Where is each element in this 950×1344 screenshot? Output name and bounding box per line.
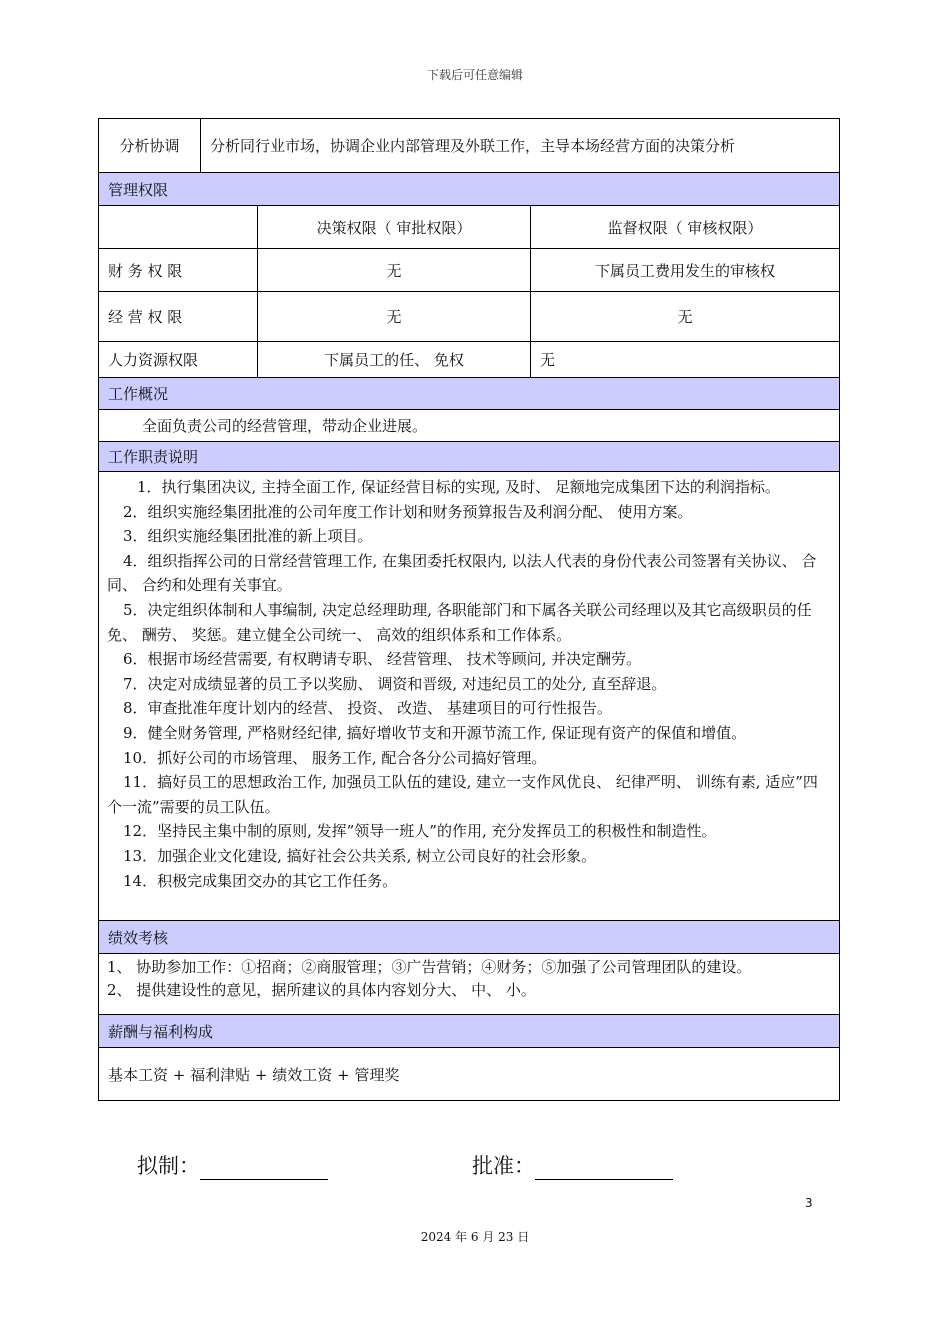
duties-list bbox=[107, 475, 832, 893]
hr-label: 人力资源权限 bbox=[108, 351, 199, 369]
overview-row bbox=[99, 410, 839, 442]
draft-signature bbox=[137, 1150, 328, 1180]
ops-label: 经 营 权 限 bbox=[108, 308, 183, 326]
page-number: 3 bbox=[805, 1196, 813, 1210]
duty-item: 10．抓好公司的市场管理、 服务工作, 配合各分公司搞好管理。 bbox=[123, 748, 547, 767]
job-description-table bbox=[98, 118, 840, 1101]
perf-title: 绩效考核 bbox=[108, 928, 169, 947]
duty-item: 1．执行集团决议, 主持全面工作, 保证经营目标的实现, 及时、 足额地完成集团下达的利润指标。 bbox=[137, 478, 780, 496]
ops-decision: 无 bbox=[257, 292, 530, 341]
duties-row bbox=[99, 472, 839, 921]
perf-item: 1、 协助参加工作：①招商；②商服管理；③广告营销；④财务；⑤加强了公司管理团队的建设。 bbox=[107, 958, 752, 976]
overview-section-header bbox=[99, 378, 839, 410]
duty-item: 13．加强企业文化建设, 搞好社会公共关系, 树立公司良好的社会形象。 bbox=[123, 846, 597, 865]
salary-row bbox=[99, 1048, 839, 1100]
salary-text: 基本工资 + 福利津贴 + 绩效工资 + 管理奖 bbox=[108, 1065, 400, 1084]
ops-row bbox=[99, 292, 839, 342]
approve-label: 批准： bbox=[472, 1154, 535, 1178]
overview-title: 工作概况 bbox=[108, 385, 169, 403]
duty-item: 14．积极完成集团交办的其它工作任务。 bbox=[123, 871, 398, 890]
duty-item: 12．坚持民主集中制的原则, 发挥”领导一班人”的作用, 充分发挥员工的积极性和制造性。 bbox=[123, 822, 717, 841]
duty-item: 4．组织指挥公司的日常经营管理工作, 在集团委托权限内, 以法人代表的身份代表公司签署有关协议、 合同、 合约和处理有关事宜。 bbox=[107, 551, 817, 595]
mgmt-section-header bbox=[99, 173, 839, 206]
empty-cell bbox=[99, 206, 257, 248]
finance-row bbox=[99, 249, 839, 292]
draft-signature-line[interactable] bbox=[200, 1155, 328, 1180]
perf-row bbox=[99, 954, 839, 1015]
hr-row bbox=[99, 342, 839, 378]
perf-item: 2、 提供建设性的意见，据所建议的具体内容划分大、 中、 小。 bbox=[107, 981, 536, 999]
approve-signature bbox=[472, 1150, 673, 1180]
approve-signature-line[interactable] bbox=[535, 1155, 673, 1180]
finance-decision: 无 bbox=[257, 249, 530, 291]
duty-item: 8．审查批准年度计划内的经营、 投资、 改造、 基建项目的可行性报告。 bbox=[123, 699, 612, 718]
duty-item: 11．搞好员工的思想政治工作, 加强员工队伍的建设, 建立一支作风优良、 纪律严明、 训练有素, 适应”四个一流”需要的员工队伍。 bbox=[107, 773, 818, 816]
duty-item: 6．根据市场经营需要, 有权聘请专职、 经营管理、 技术等顾问, 并决定酬劳。 bbox=[123, 650, 642, 669]
permission-header-row bbox=[99, 206, 839, 249]
overview-text: 全面负责公司的经营管理，带动企业进展。 bbox=[142, 417, 428, 435]
draft-label: 拟制： bbox=[137, 1154, 200, 1178]
page-date: 2024 年 6 月 23 日 bbox=[420, 1230, 530, 1244]
duties-title: 工作职责说明 bbox=[108, 448, 199, 466]
hr-decision: 下属员工的任、 免权 bbox=[257, 342, 530, 377]
ops-supervise: 无 bbox=[530, 292, 839, 341]
salary-title: 薪酬与福利构成 bbox=[108, 1022, 214, 1041]
duty-item: 5．决定组织体制和人事编制, 决定总经理助理, 各职能部门和下属各关联公司经理以及其它高级职员的任免、 酬劳、 奖惩。建立健全公司统一、 高效的组织体系和工作体系。 bbox=[107, 600, 812, 644]
hr-supervise: 无 bbox=[530, 342, 839, 377]
duty-item: 7．决定对成绩显著的员工予以奖励、 调资和晋级, 对违纪员工的处分, 直至辞退。 bbox=[123, 674, 667, 693]
col-decision: 决策权限（ 审批权限） bbox=[257, 206, 530, 248]
duty-item: 9．健全财务管理, 严格财经纪律, 搞好增收节支和开源节流工作, 保证现有资产的保值和增值。 bbox=[123, 723, 747, 742]
perf-section-header bbox=[99, 921, 839, 954]
finance-label: 财 务 权 限 bbox=[108, 261, 183, 280]
page-header: 下载后可任意编辑 bbox=[426, 68, 523, 82]
finance-supervise: 下属员工费用发生的审核权 bbox=[530, 249, 839, 291]
duty-item: 3．组织实施经集团批准的新上项目。 bbox=[123, 527, 373, 546]
salary-section-header bbox=[99, 1015, 839, 1048]
analysis-row bbox=[99, 119, 839, 173]
analysis-label: 分析协调 bbox=[119, 137, 180, 155]
duty-item: 2．组织实施经集团批准的公司年度工作计划和财务预算报告及利润分配、 使用方案。 bbox=[123, 502, 693, 521]
analysis-text: 分析同行业市场，协调企业内部管理及外联工作，主导本场经营方面的决策分析 bbox=[200, 119, 839, 172]
mgmt-title: 管理权限 bbox=[108, 180, 169, 199]
duties-section-header bbox=[99, 442, 839, 472]
col-supervise: 监督权限（ 审核权限） bbox=[530, 206, 839, 248]
perf-list bbox=[107, 956, 832, 1007]
